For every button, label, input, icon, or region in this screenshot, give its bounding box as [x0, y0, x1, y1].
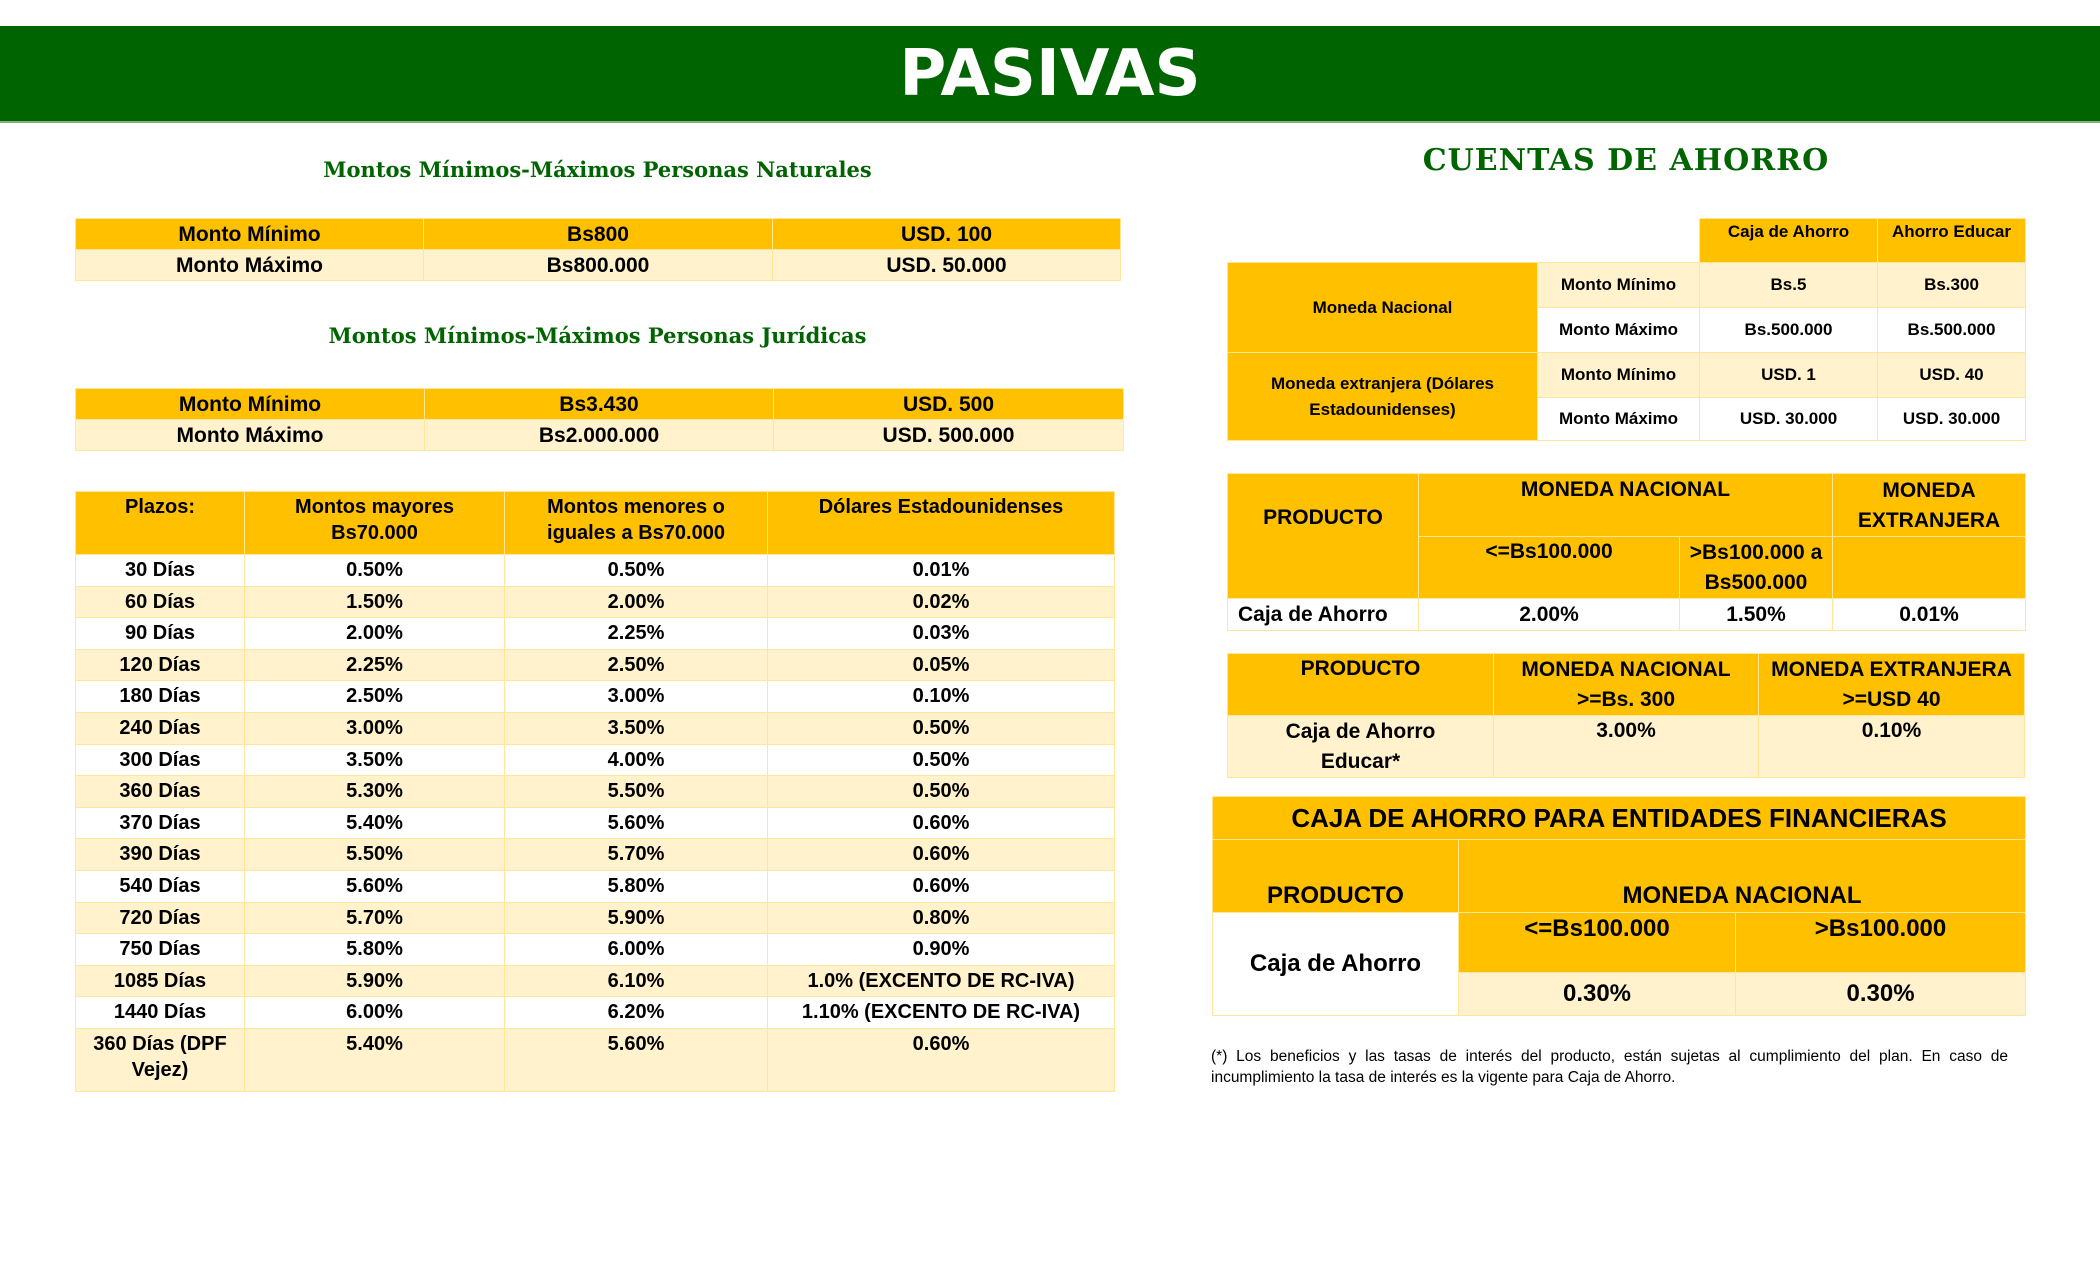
cell: 0.10% — [1759, 716, 2025, 778]
table-row — [76, 839, 1115, 871]
table-row — [76, 776, 1115, 808]
rate-cell: 2.00% — [505, 586, 768, 618]
cell: Monto Mínimo — [76, 219, 424, 250]
heading-personas-naturales: Montos Mínimos-Máximos Personas Naturales — [323, 157, 872, 182]
cell: Bs.5 — [1700, 263, 1878, 308]
rate-cell: 3.00% — [505, 681, 768, 713]
column-header: Ahorro Educar — [1878, 219, 2026, 263]
column-header: MONEDA NACIONAL — [1459, 840, 2026, 913]
rate-cell: 0.50% — [245, 555, 505, 587]
rate-cell: 5.60% — [505, 1028, 768, 1091]
cell: 2.00% — [1419, 599, 1680, 631]
column-header: PRODUCTO — [1228, 474, 1419, 599]
column-subheader: >Bs100.000 a Bs500.000 — [1680, 537, 1833, 599]
table-row — [76, 807, 1115, 839]
cell: USD. 1 — [1700, 353, 1878, 398]
rate-cell: 5.50% — [245, 839, 505, 871]
cell: Caja de Ahorro — [1228, 599, 1419, 631]
cell: Monto Máximo — [1538, 308, 1700, 353]
rate-cell: 0.02% — [768, 586, 1115, 618]
rate-cell: 0.05% — [768, 649, 1115, 681]
cell: Bs3.430 — [425, 389, 774, 420]
cell: Bs.300 — [1878, 263, 2026, 308]
cell: USD. 50.000 — [773, 250, 1121, 281]
page-title: PASIVAS — [899, 37, 1201, 111]
cell: 0.01% — [1833, 599, 2026, 631]
plazo-cell: 30 Días — [76, 555, 245, 587]
rate-cell: 0.10% — [768, 681, 1115, 713]
column-header: PRODUCTO — [1228, 654, 1494, 716]
cell: Monto Máximo — [76, 250, 424, 281]
column-header: Montos mayores Bs70.000 — [245, 492, 505, 555]
table-personas-juridicas — [75, 388, 1124, 451]
rate-cell: 0.60% — [768, 870, 1115, 902]
column-header: MONEDA NACIONAL >=Bs. 300 — [1494, 654, 1759, 716]
plazo-cell: 720 Días — [76, 902, 245, 934]
table-row — [1228, 263, 2026, 308]
table-row — [76, 555, 1115, 587]
table-row — [76, 389, 1124, 420]
plazo-cell: 360 Días (DPF Vejez) — [76, 1028, 245, 1091]
table-row — [76, 586, 1115, 618]
table-row — [76, 870, 1115, 902]
rate-cell: 5.90% — [245, 965, 505, 997]
column-header: Montos menores o iguales a Bs70.000 — [505, 492, 768, 555]
table-title: CAJA DE AHORRO PARA ENTIDADES FINANCIERAS — [1213, 797, 2026, 840]
plazo-cell: 300 Días — [76, 744, 245, 776]
rate-cell: 4.00% — [505, 744, 768, 776]
plazo-cell: 540 Días — [76, 870, 245, 902]
column-header: Dólares Estadounidenses — [768, 492, 1115, 555]
rate-cell: 0.60% — [768, 839, 1115, 871]
cell: Bs2.000.000 — [425, 420, 774, 451]
plazo-cell: 360 Días — [76, 776, 245, 808]
plazo-cell: 750 Días — [76, 934, 245, 966]
plazo-cell: 1085 Días — [76, 965, 245, 997]
table-row — [76, 744, 1115, 776]
table-row — [76, 618, 1115, 650]
table-personas-naturales — [75, 218, 1121, 281]
cell: Monto Máximo — [1538, 398, 1700, 441]
rate-cell: 0.50% — [768, 744, 1115, 776]
rate-cell: 3.50% — [505, 712, 768, 744]
cell: USD. 500 — [774, 389, 1124, 420]
rate-cell: 0.03% — [768, 618, 1115, 650]
cell: Caja de Ahorro Educar* — [1228, 716, 1494, 778]
rate-cell: 0.90% — [768, 934, 1115, 966]
rate-cell: 3.50% — [245, 744, 505, 776]
table-header-row — [1213, 840, 2026, 913]
rate-cell: 5.60% — [505, 807, 768, 839]
table-row — [76, 219, 1121, 250]
rate-cell: 6.00% — [245, 997, 505, 1029]
cell: 1.50% — [1680, 599, 1833, 631]
table-header-row — [1228, 474, 2026, 537]
blank-cell — [1228, 219, 1538, 263]
cell: USD. 100 — [773, 219, 1121, 250]
rate-cell: 2.00% — [245, 618, 505, 650]
table-cuentas-de-ahorro-montos — [1227, 218, 2026, 441]
blank-cell — [1538, 219, 1700, 263]
column-header: MONEDA EXTRANJERA >=USD 40 — [1759, 654, 2025, 716]
heading-cuentas-de-ahorro: CUENTAS DE AHORRO — [1422, 143, 1830, 178]
table-row — [76, 934, 1115, 966]
footnote: (*) Los beneficios y las tasas de interés del producto, están sujetas al cumplimiento del plan. En caso de incumplimiento la tasa de interés es la vigente para Caja de Ahorro. — [1211, 1048, 2008, 1086]
table-plazo-fijo-rates — [75, 491, 1115, 1092]
table-row — [76, 902, 1115, 934]
group-label: Moneda Nacional — [1228, 263, 1538, 353]
column-subheader: <=Bs100.000 — [1459, 913, 1736, 973]
cell: USD. 30.000 — [1878, 398, 2026, 441]
rate-cell: 5.40% — [245, 1028, 505, 1091]
column-subheader: <=Bs100.000 — [1419, 537, 1680, 599]
cell: Monto Máximo — [76, 420, 425, 451]
rate-cell: 5.90% — [505, 902, 768, 934]
cell: Monto Mínimo — [1538, 263, 1700, 308]
table-row — [76, 420, 1124, 451]
rate-cell: 1.0% (EXCENTO DE RC-IVA) — [768, 965, 1115, 997]
rate-cell: 2.50% — [505, 649, 768, 681]
rate-cell: 2.25% — [505, 618, 768, 650]
column-header: MONEDA NACIONAL — [1419, 474, 1833, 537]
table-header-row — [1228, 654, 2025, 716]
table-entidades-financieras — [1212, 796, 2026, 1016]
rate-cell: 0.50% — [768, 776, 1115, 808]
rate-cell: 5.50% — [505, 776, 768, 808]
cell: 0.30% — [1459, 973, 1736, 1016]
plazo-cell: 120 Días — [76, 649, 245, 681]
group-label: Moneda extranjera (Dólares Estadounidenses) — [1228, 353, 1538, 441]
rate-cell: 5.80% — [245, 934, 505, 966]
table-caja-de-ahorro-rates — [1227, 473, 2026, 631]
column-header: PRODUCTO — [1213, 840, 1459, 913]
cell: Bs.500.000 — [1700, 308, 1878, 353]
column-header: Plazos: — [76, 492, 245, 555]
table-row — [76, 649, 1115, 681]
table-row — [76, 965, 1115, 997]
cell: USD. 30.000 — [1700, 398, 1878, 441]
rate-cell: 6.10% — [505, 965, 768, 997]
rate-cell: 0.60% — [768, 807, 1115, 839]
rate-cell: 5.40% — [245, 807, 505, 839]
rate-cell: 5.30% — [245, 776, 505, 808]
plazo-cell: 60 Días — [76, 586, 245, 618]
table-row — [1228, 599, 2026, 631]
rate-cell: 2.25% — [245, 649, 505, 681]
rate-cell: 5.60% — [245, 870, 505, 902]
table-title-row — [1213, 797, 2026, 840]
rate-cell: 2.50% — [245, 681, 505, 713]
title-banner — [0, 26, 2100, 123]
plazo-cell: 390 Días — [76, 839, 245, 871]
table-row — [76, 681, 1115, 713]
table-row — [1228, 353, 2026, 398]
cell: USD. 40 — [1878, 353, 2026, 398]
rate-cell: 6.20% — [505, 997, 768, 1029]
rate-cell: 0.50% — [505, 555, 768, 587]
table-row — [76, 997, 1115, 1029]
cell: Monto Mínimo — [76, 389, 425, 420]
column-header: MONEDA EXTRANJERA — [1833, 474, 2026, 537]
rate-cell: 5.80% — [505, 870, 768, 902]
rate-cell: 1.10% (EXCENTO DE RC-IVA) — [768, 997, 1115, 1029]
table-row — [76, 1028, 1115, 1091]
row-label: Caja de Ahorro — [1213, 913, 1459, 1016]
cell: 3.00% — [1494, 716, 1759, 778]
table-row — [1228, 716, 2025, 778]
cell: Bs800 — [424, 219, 773, 250]
plazo-cell: 370 Días — [76, 807, 245, 839]
table-header-row — [1228, 219, 2026, 263]
rate-cell: 5.70% — [505, 839, 768, 871]
rate-cell: 3.00% — [245, 712, 505, 744]
table-ahorro-educar-rates — [1227, 653, 2025, 778]
rate-cell: 5.70% — [245, 902, 505, 934]
table-row — [76, 712, 1115, 744]
rate-cell: 0.50% — [768, 712, 1115, 744]
rate-cell: 6.00% — [505, 934, 768, 966]
plazo-cell: 90 Días — [76, 618, 245, 650]
plazo-cell: 180 Días — [76, 681, 245, 713]
plazo-cell: 1440 Días — [76, 997, 245, 1029]
blank-cell — [1833, 537, 2026, 599]
rate-cell: 0.80% — [768, 902, 1115, 934]
heading-personas-juridicas: Montos Mínimos-Máximos Personas Jurídicas — [328, 323, 867, 348]
column-subheader: >Bs100.000 — [1736, 913, 2026, 973]
table-header-row — [76, 492, 1115, 555]
cell: Bs800.000 — [424, 250, 773, 281]
cell: Bs.500.000 — [1878, 308, 2026, 353]
rate-cell: 0.01% — [768, 555, 1115, 587]
cell: 0.30% — [1736, 973, 2026, 1016]
rate-cell: 1.50% — [245, 586, 505, 618]
table-row — [1213, 913, 2026, 973]
rate-cell: 0.60% — [768, 1028, 1115, 1091]
table-row — [76, 250, 1121, 281]
column-header: Caja de Ahorro — [1700, 219, 1878, 263]
plazo-cell: 240 Días — [76, 712, 245, 744]
cell: USD. 500.000 — [774, 420, 1124, 451]
cell: Monto Mínimo — [1538, 353, 1700, 398]
